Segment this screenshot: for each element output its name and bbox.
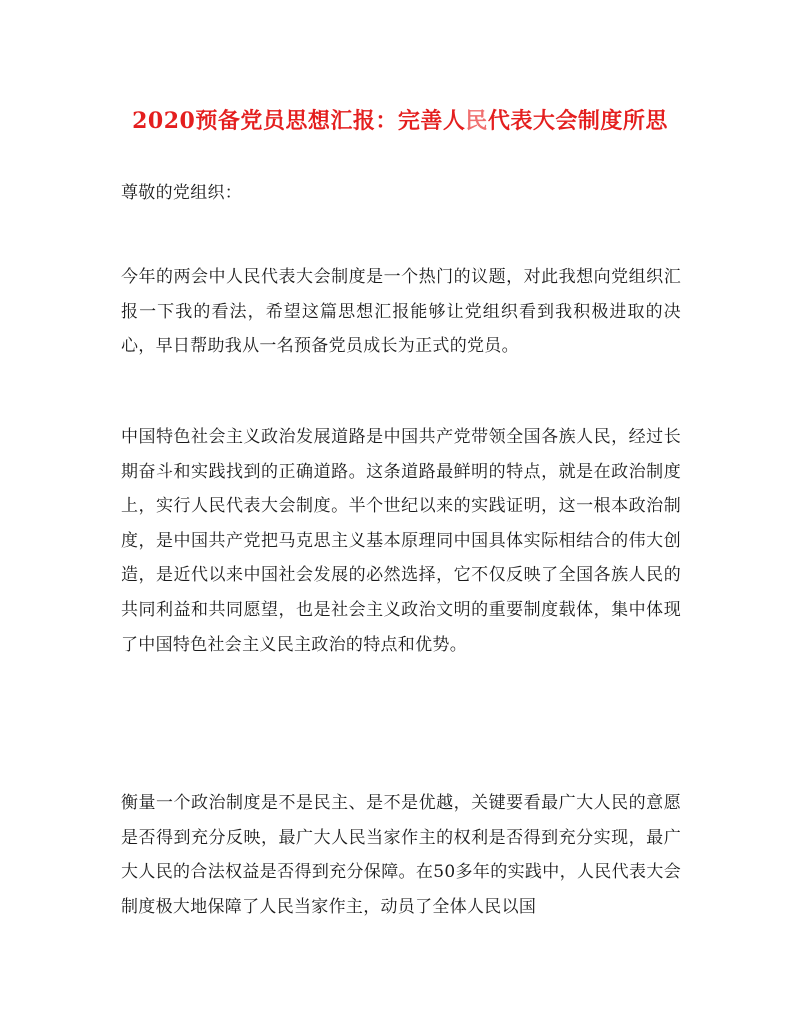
title-highlight-char: 民 <box>465 108 488 134</box>
document-title <box>0 104 800 135</box>
paragraph-political-road: 中国特色社会主义政治发展道路是中国共产党带领全国各族人民，经过长期奋斗和实践找到的正确道路。这条道路最鲜明的特点，就是在政治制度上，实行人民代表大会制度。半个世纪以来的实践证明，这一根本政治制度，是中国共产党把马克思主义基本原理同中国具体实际相结合的伟大创造，是近代以来中国社会发展的必然选择，它不仅反映了全国各族人民的共同利益和共同愿望，也是社会主义政治文明的重要制度载体，集中体现了中国特色社会主义民主政治的特点和优势。 <box>121 427 681 655</box>
paragraph-intro: 今年的两会中人民代表大会制度是一个热门的议题，对此我想向党组织汇报一下我的看法，希望这篇思想汇报能够让党组织看到我积极进取的决心，早日帮助我从一名预备党员成长为正式的党员。 <box>121 267 681 357</box>
title-text-start: 2020预备党员思想汇报：完善人 <box>132 108 466 134</box>
salutation: 尊敬的党组织： <box>121 183 243 203</box>
paragraph-democracy-measure: 衡量一个政治制度是不是民主、是不是优越，关键要看最广大人民的意愿是否得到充分反映，最广大人民当家作主的权利是否得到充分实现，最广大人民的合法权益是否得到充分保障。在50多年的实践中，人民代表大会制度极大地保障了人民当家作主，动员了全体人民以国 <box>121 793 681 917</box>
title-text-end: 代表大会制度所思 <box>487 108 668 134</box>
